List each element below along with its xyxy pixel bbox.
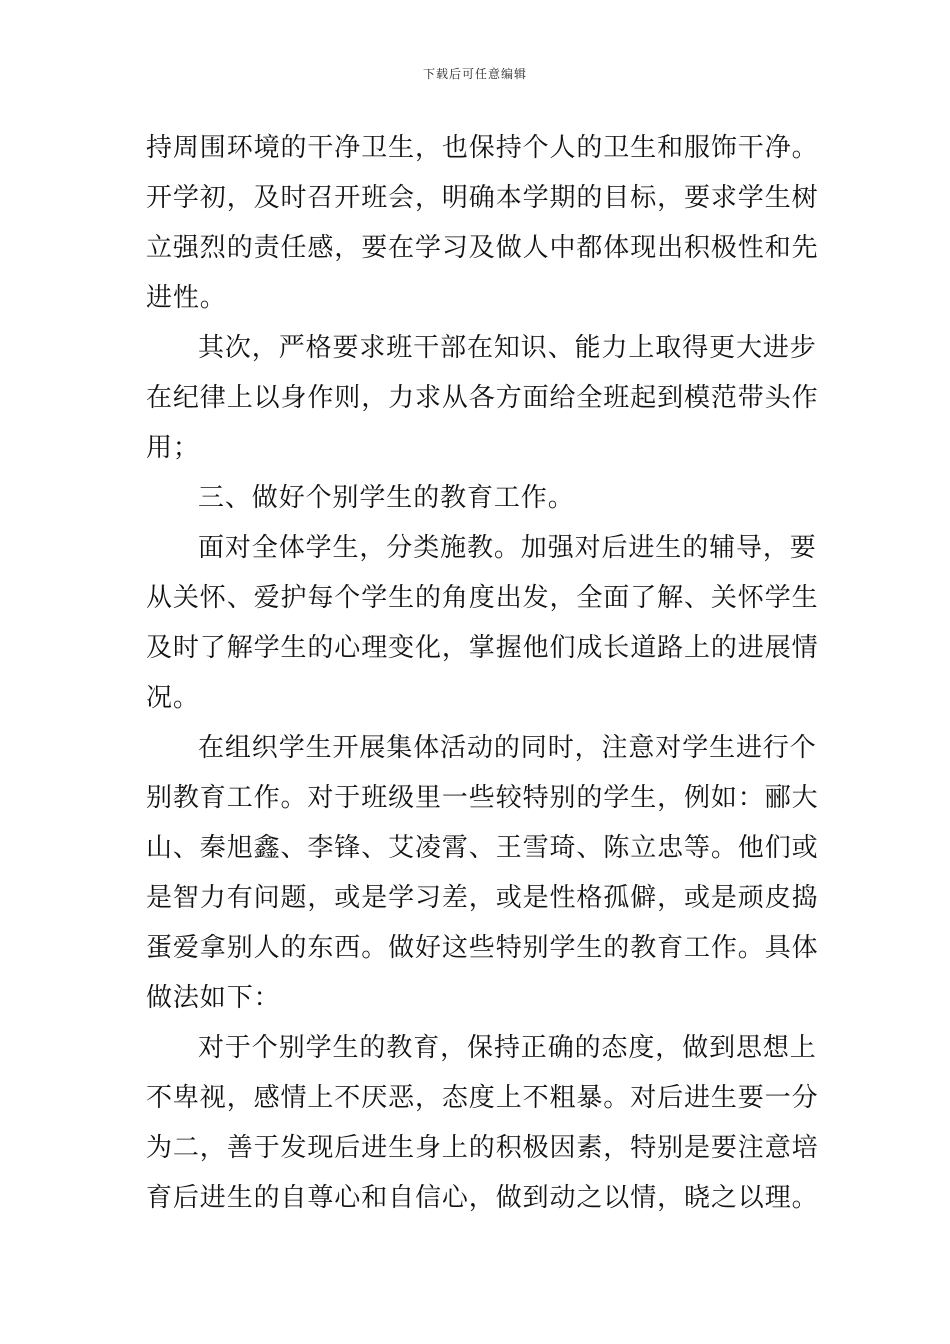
text-line: 用； — [146, 433, 200, 463]
text-line: 对于个别学生的教育，保持正确的态度，做到思想上 — [198, 1033, 817, 1063]
text-line: 山、秦旭鑫、李锋、艾凌霄、王雪琦、陈立忠等。他们或 — [146, 833, 819, 863]
text-line: 及时了解学生的心理变化，掌握他们成长道路上的进展情 — [146, 633, 819, 663]
text-line: 进性。 — [146, 283, 227, 313]
text-line: 做法如下： — [146, 983, 281, 1013]
text-line: 况。 — [146, 683, 200, 713]
text-line: 面对全体学生，分类施教。加强对后进生的辅导，要 — [198, 533, 817, 563]
text-line: 从关怀、爱护每个学生的角度出发，全面了解、关怀学生 — [146, 583, 819, 613]
text-line: 育后进生的自尊心和自信心，做到动之以情，晓之以理。 — [146, 1183, 819, 1213]
text-line: 不卑视，感情上不厌恶，态度上不粗暴。对后进生要一分 — [146, 1083, 819, 1113]
text-line: 为二，善于发现后进生身上的积极因素，特别是要注意培 — [146, 1133, 819, 1163]
text-line: 别教育工作。对于班级里一些较特别的学生，例如：郦大 — [146, 783, 819, 813]
text-line: 开学初，及时召开班会，明确本学期的目标，要求学生树 — [146, 183, 819, 213]
page-header: 下载后可任意编辑 — [422, 67, 527, 81]
text-line: 在纪律上以身作则，力求从各方面给全班起到模范带头作 — [146, 383, 819, 413]
text-line: 持周围环境的干净卫生，也保持个人的卫生和服饰干净。 — [146, 133, 819, 163]
text-line: 在组织学生开展集体活动的同时，注意对学生进行个 — [198, 733, 817, 763]
text-line: 立强烈的责任感，要在学习及做人中都体现出积极性和先 — [146, 233, 819, 263]
text-line: 是智力有问题，或是学习差，或是性格孤僻，或是顽皮捣 — [146, 883, 819, 913]
text-line: 其次，严格要求班干部在知识、能力上取得更大进步 — [198, 333, 817, 363]
section-heading: 三、做好个别学生的教育工作。 — [198, 483, 575, 513]
text-line: 蛋爱拿别人的东西。做好这些特别学生的教育工作。具体 — [146, 933, 819, 963]
